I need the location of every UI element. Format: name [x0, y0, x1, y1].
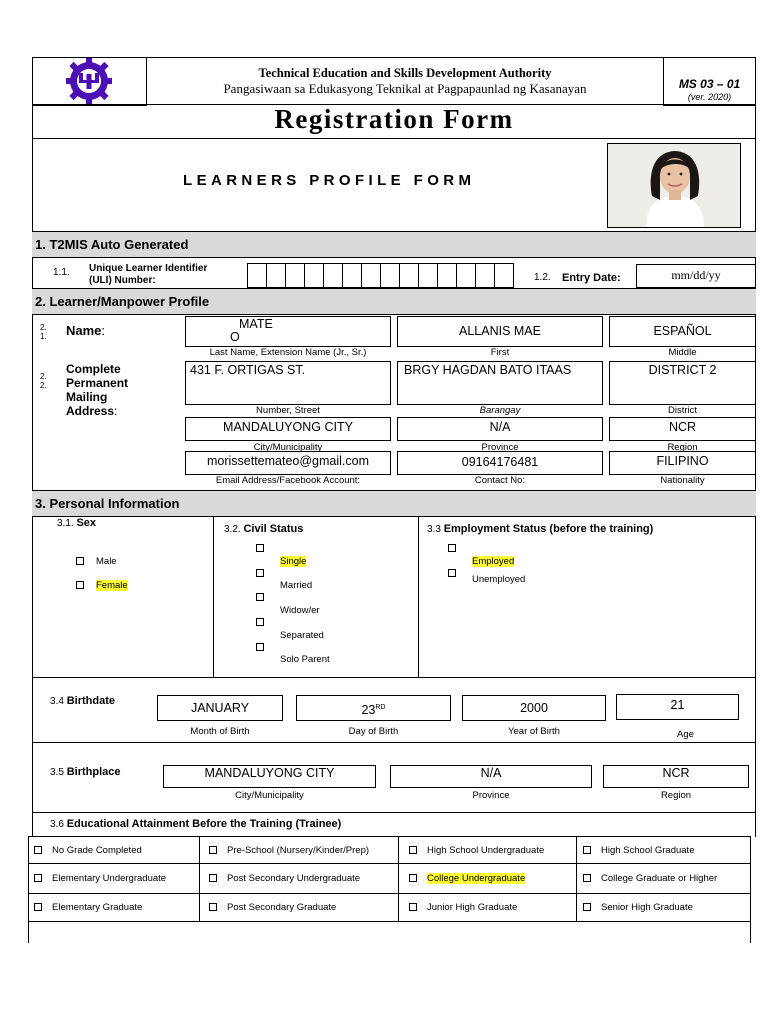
education-option-checkbox[interactable]	[34, 846, 42, 854]
caption-middle-name: Middle	[668, 347, 697, 358]
email-field[interactable]: morissettemateo@gmail.com	[185, 451, 391, 475]
birth-day-value: 23	[361, 703, 376, 718]
sex-female-checkbox[interactable]	[76, 581, 84, 589]
nationality-field[interactable]: FILIPINO	[609, 451, 756, 475]
education-option-label: High School Undergraduate	[427, 845, 545, 856]
birth-year-field[interactable]: 2000	[462, 695, 606, 721]
person-photo-icon	[608, 144, 741, 228]
education-option-checkbox[interactable]	[409, 874, 417, 882]
caption-birth-month: Month of Birth	[190, 726, 250, 737]
caption-birth-day: Day of Birth	[348, 726, 399, 737]
education-option-checkbox[interactable]	[409, 846, 417, 854]
section2-header: 2. Learner/Manpower Profile	[32, 288, 756, 315]
education-option-label: Post Secondary Graduate	[227, 902, 337, 913]
last-name-field[interactable]	[185, 316, 391, 347]
education-grid-row-line-2	[28, 893, 751, 894]
tesda-logo-icon	[61, 58, 117, 104]
personal-info-divider-2	[418, 517, 419, 677]
education-option-checkbox[interactable]	[583, 874, 591, 882]
caption-region: Region	[667, 442, 698, 453]
civil-widower-checkbox[interactable]	[256, 593, 264, 601]
uli-digit-box[interactable]	[419, 263, 438, 288]
education-option-label: College Graduate or Higher	[601, 873, 718, 884]
section1-header: 1. T2MIS Auto Generated	[32, 231, 756, 258]
id-photo	[607, 143, 741, 228]
birth-month-field[interactable]: JANUARY	[157, 695, 283, 721]
employment-unemployed-label: Unemployed	[472, 574, 526, 585]
civil-solo-parent-label: Solo Parent	[280, 654, 330, 665]
uli-digit-box[interactable]	[248, 263, 267, 288]
contact-field[interactable]: 09164176481	[397, 451, 603, 475]
title-divider	[32, 138, 756, 139]
region-field[interactable]: NCR	[609, 417, 756, 441]
civil-married-checkbox[interactable]	[256, 569, 264, 577]
uli-digit-box[interactable]	[267, 263, 286, 288]
sex-label: 3.1. Sex	[57, 517, 97, 529]
education-option-checkbox[interactable]	[209, 903, 217, 911]
form-code: MS 03 – 01	[678, 77, 741, 91]
entry-date-field[interactable]: mm/dd/yy	[636, 264, 756, 288]
education-option-label: Elementary Undergraduate	[52, 873, 167, 884]
uli-digit-box[interactable]	[305, 263, 324, 288]
birthdate-label: 3.4 Birthdate	[50, 695, 115, 707]
birthplace-province-field[interactable]: N/A	[390, 765, 592, 788]
education-option-label: No Grade Completed	[52, 845, 142, 856]
caption-birthplace-province: Province	[472, 790, 510, 801]
uli-digit-box[interactable]	[457, 263, 476, 288]
education-option-label: Elementary Graduate	[52, 902, 143, 913]
caption-city: City/Municipality	[253, 442, 323, 453]
form-version: (ver. 2020)	[687, 92, 732, 102]
education-option-label: Pre-School (Nursery/Kinder/Prep)	[227, 845, 370, 856]
uli-number-label-num: 1.1.	[53, 267, 70, 278]
education-grid-col-line-2	[398, 836, 399, 922]
caption-district: District	[667, 405, 698, 416]
education-grid-row-line-3	[28, 921, 751, 922]
education-option-checkbox[interactable]	[209, 874, 217, 882]
caption-street: Number, Street	[256, 405, 320, 416]
middle-name-field[interactable]: ESPAÑOL	[609, 316, 756, 347]
birthdate-bottom-line	[32, 742, 756, 743]
caption-birthplace-city: City/Municipality	[235, 790, 304, 801]
uli-digit-box[interactable]	[438, 263, 457, 288]
uli-digit-box[interactable]	[343, 263, 362, 288]
employment-unemployed-checkbox[interactable]	[448, 569, 456, 577]
birth-day-suffix: RD	[375, 704, 386, 711]
uli-digit-box[interactable]	[286, 263, 305, 288]
education-option-checkbox[interactable]	[409, 903, 417, 911]
street-field[interactable]: 431 F. ORTIGAS ST.	[185, 361, 391, 405]
address-label: Complete Permanent Mailing Address:	[66, 362, 129, 418]
agency-name: Technical Education and Skills Development Authority	[258, 66, 552, 80]
first-name-field[interactable]: ALLANIS MAE	[397, 316, 603, 347]
uli-label-line1: Unique Learner Identifier	[89, 263, 208, 274]
sex-male-label: Male	[96, 556, 117, 567]
last-name-line2: O	[230, 330, 240, 344]
civil-single-checkbox[interactable]	[256, 544, 264, 552]
caption-birth-year: Year of Birth	[508, 726, 560, 737]
civil-separated-label: Separated	[280, 630, 324, 641]
city-field[interactable]: MANDALUYONG CITY	[185, 417, 391, 441]
uli-input-boxes[interactable]	[247, 263, 513, 288]
agency-name-local: Pangasiwaan sa Edukasyong Teknikal at Pagpapaunlad ng Kasanayan	[223, 81, 587, 96]
civil-separated-checkbox[interactable]	[256, 618, 264, 626]
civil-married-label: Married	[280, 580, 313, 591]
employment-employed-label: Employed	[472, 556, 515, 567]
last-name-line1: MATE	[239, 317, 273, 331]
civil-status-label: 3.2. Civil Status	[224, 523, 304, 535]
uli-digit-box[interactable]	[381, 263, 400, 288]
caption-first-name: First	[490, 347, 510, 358]
education-option-label: College Undergraduate	[427, 873, 526, 884]
birth-day-field[interactable]	[296, 695, 451, 721]
caption-nationality: Nationality	[660, 475, 705, 486]
address-item-num: 2. 2.	[40, 372, 47, 390]
education-option-label: Senior High Graduate	[601, 902, 693, 913]
sex-female-label: Female	[96, 580, 128, 591]
province-field[interactable]: N/A	[397, 417, 603, 441]
uli-digit-box[interactable]	[476, 263, 495, 288]
education-option-checkbox[interactable]	[209, 846, 217, 854]
caption-email: Email Address/Facebook Account:	[215, 475, 361, 486]
personal-info-divider-1	[213, 517, 214, 677]
uli-digit-box[interactable]	[324, 263, 343, 288]
birthplace-label: 3.5 Birthplace	[50, 766, 121, 778]
birthplace-region-field[interactable]: NCR	[603, 765, 749, 788]
uli-digit-box[interactable]	[362, 263, 381, 288]
education-option-label: High School Graduate	[601, 845, 695, 856]
education-label: 3.6 Educational Attainment Before the Training (Trainee)	[50, 818, 342, 830]
employment-employed-checkbox[interactable]	[448, 544, 456, 552]
caption-birthplace-region: Region	[660, 790, 692, 801]
education-option-checkbox[interactable]	[583, 846, 591, 854]
birthplace-bottom-line	[32, 812, 756, 813]
caption-barangay: Barangay	[479, 405, 521, 416]
district-field[interactable]: DISTRICT 2	[609, 361, 756, 405]
education-option-checkbox[interactable]	[583, 903, 591, 911]
age-field[interactable]: 21	[616, 694, 739, 720]
form-title: Registration Form	[274, 104, 514, 134]
entry-date-num: 1.2.	[534, 272, 551, 283]
education-grid-col-line-3	[576, 836, 577, 922]
uli-digit-box[interactable]	[400, 263, 419, 288]
civil-widower-label: Widow/er	[280, 605, 320, 616]
name-label: Name:	[66, 323, 106, 338]
education-option-label: Post Secondary Undergraduate	[227, 873, 361, 884]
form-subtitle: LEARNERS PROFILE FORM	[183, 172, 476, 189]
name-item-num: 2. 1.	[40, 323, 47, 341]
caption-last-name: Last Name, Extension Name (Jr., Sr.)	[209, 347, 367, 358]
education-grid-col-line-1	[199, 836, 200, 922]
education-option-label: Junior High Graduate	[427, 902, 518, 913]
barangay-field[interactable]: BRGY HAGDAN BATO ITAAS	[397, 361, 603, 405]
civil-single-label: Single	[280, 556, 307, 567]
education-option-checkbox[interactable]	[34, 874, 42, 882]
caption-contact: Contact No:	[474, 475, 526, 486]
education-grid-row-line-1	[28, 863, 751, 864]
uli-digit-box[interactable]	[495, 263, 514, 288]
sex-male-checkbox[interactable]	[76, 557, 84, 565]
birthplace-city-field[interactable]: MANDALUYONG CITY	[163, 765, 376, 788]
uli-label-line2: (ULI) Number:	[89, 275, 156, 286]
personal-info-bottom-line	[32, 677, 756, 678]
caption-age: Age	[677, 729, 694, 740]
section3-header: 3. Personal Information	[32, 490, 756, 517]
employment-status-label: 3.3 Employment Status (before the training)	[427, 523, 654, 535]
civil-solo-parent-checkbox[interactable]	[256, 643, 264, 651]
caption-province: Province	[481, 442, 519, 453]
entry-date-label: Entry Date:	[562, 272, 621, 284]
education-option-checkbox[interactable]	[34, 903, 42, 911]
